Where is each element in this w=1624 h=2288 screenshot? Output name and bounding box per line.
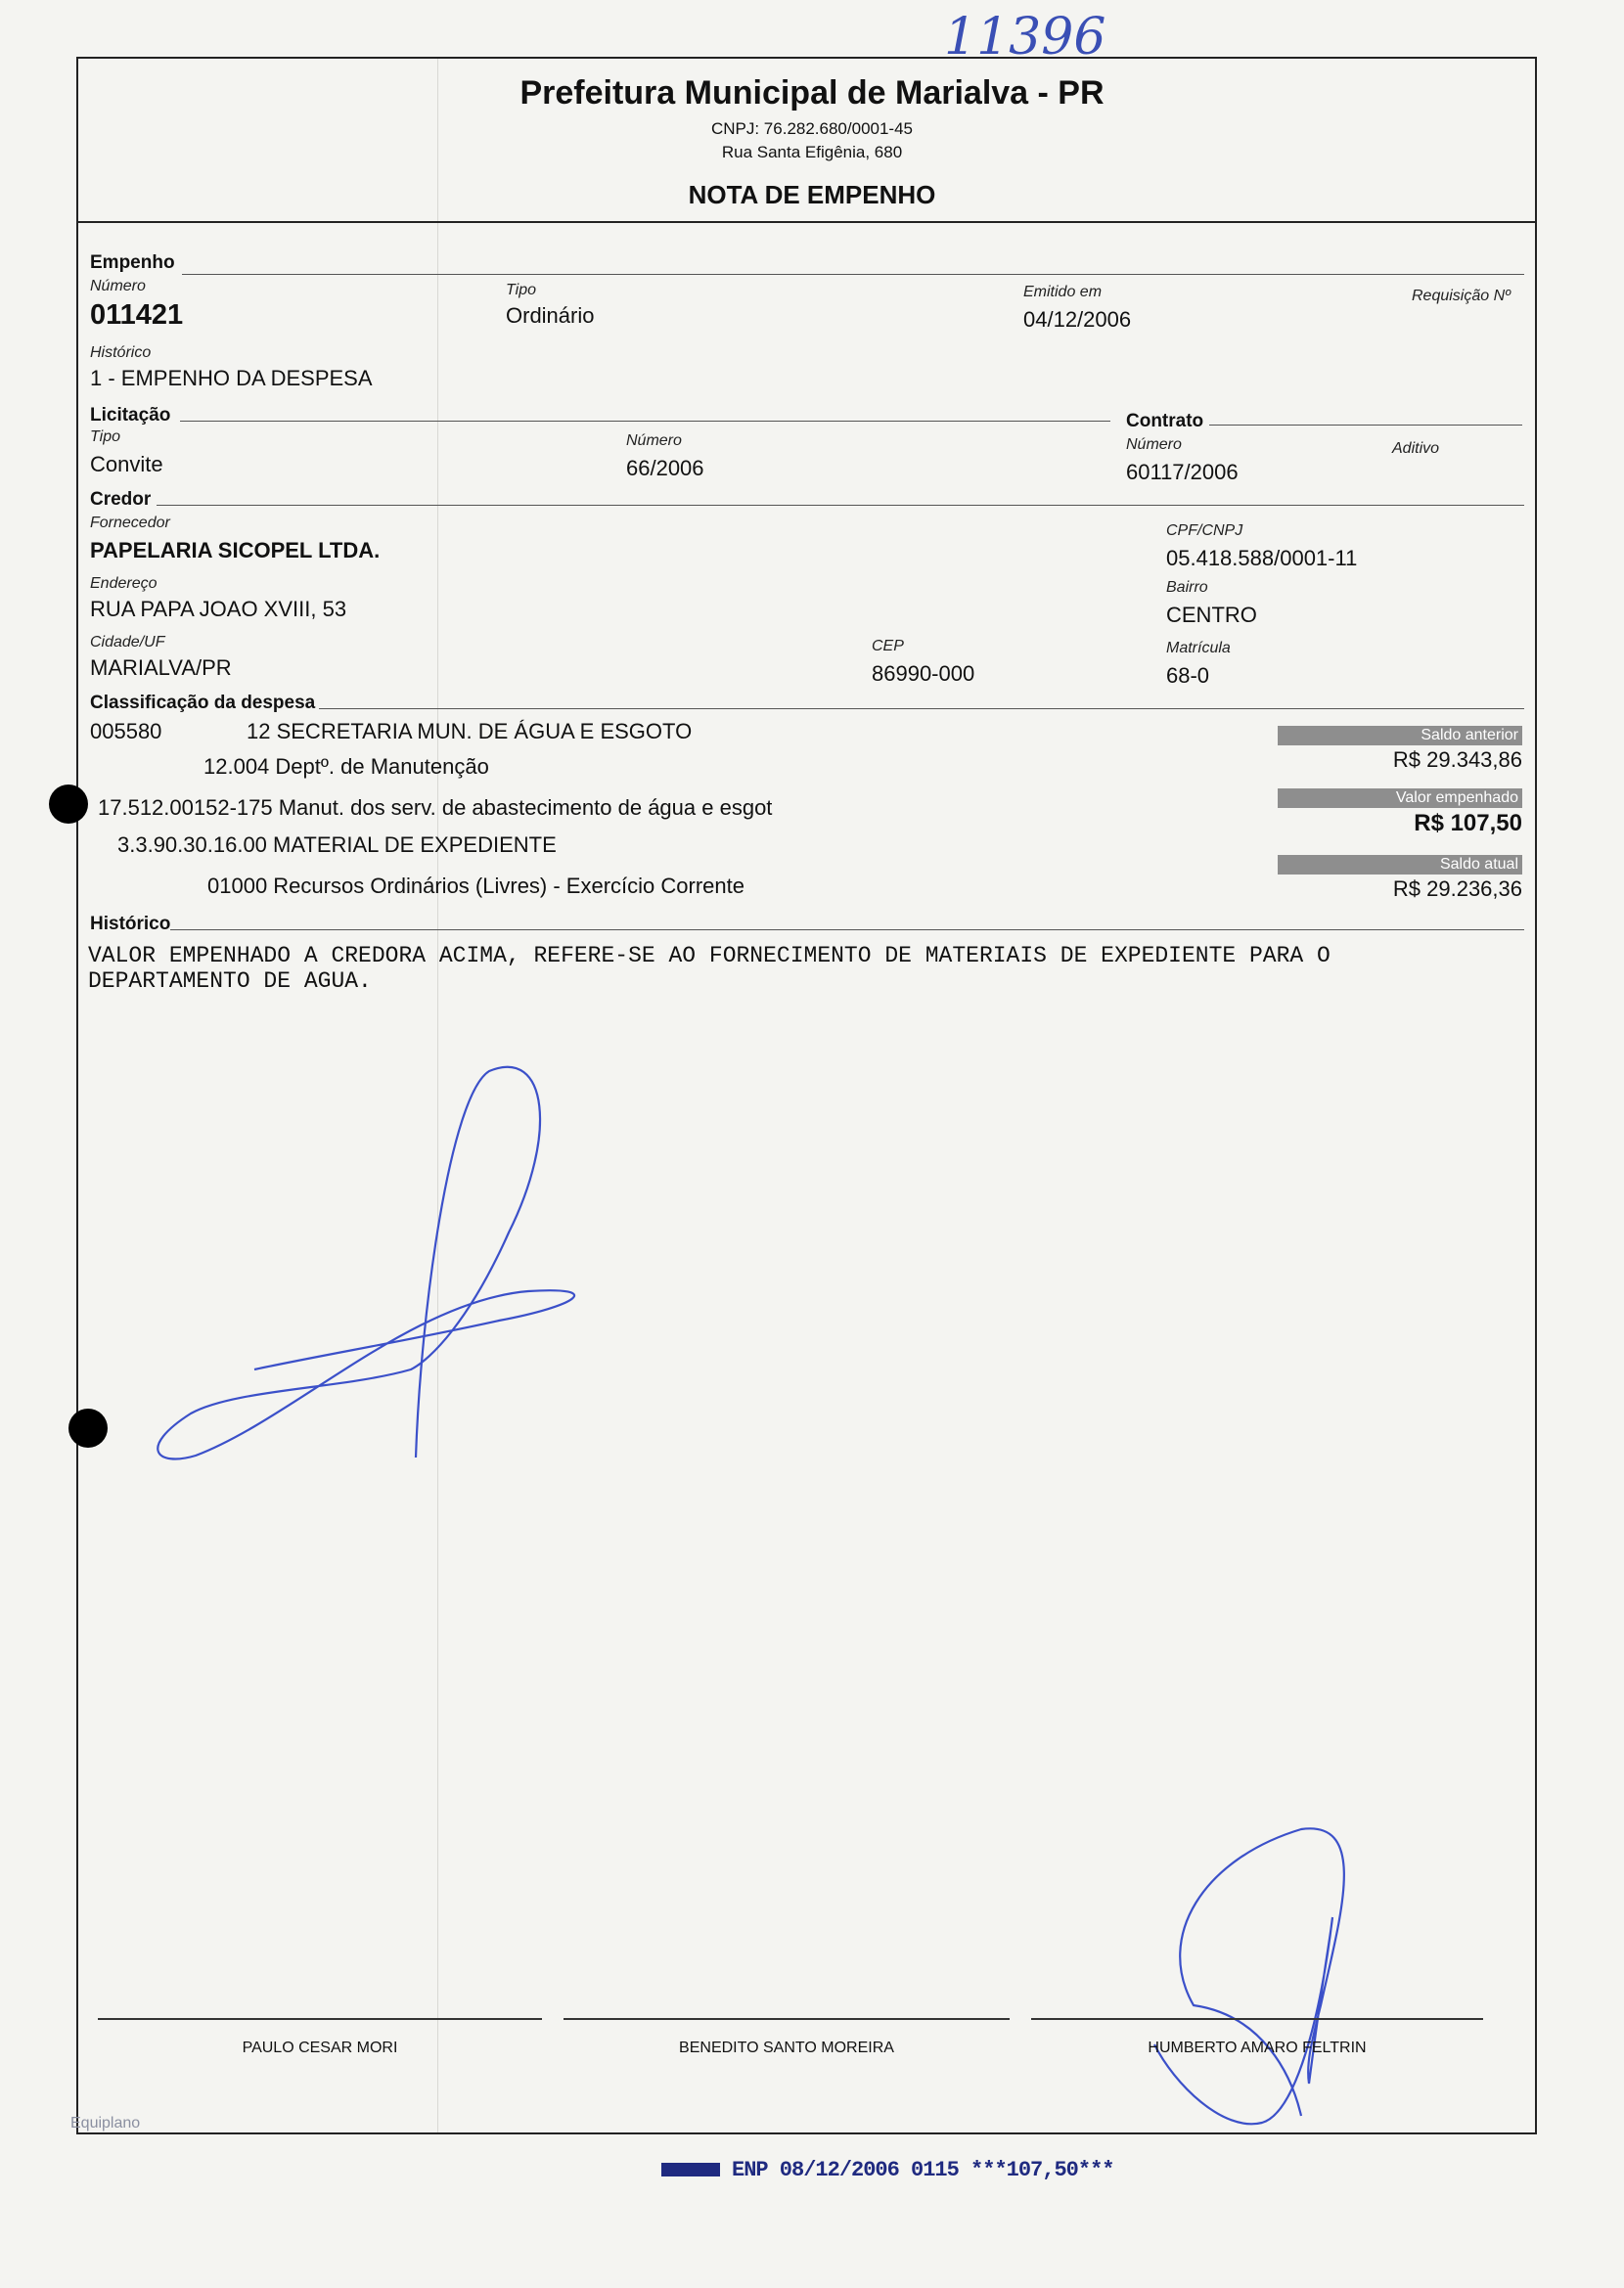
historico-line-1: VALOR EMPENHADO A CREDORA ACIMA, REFERE-SE AO FORNECIMENTO DE MATERIAIS DE EXPEDIENTE PARA O: [88, 943, 1331, 968]
historico-section: Histórico: [90, 914, 171, 934]
endereco-value: RUA PAPA JOAO XVIII, 53: [90, 597, 347, 621]
signature-name-1: PAULO CESAR MORI: [242, 2040, 398, 2056]
handwritten-number: 11396: [944, 8, 1106, 67]
header-cnpj: CNPJ: 76.282.680/0001-45: [710, 119, 914, 138]
fornecedor-label: Fornecedor: [90, 515, 170, 531]
cep-value: 86990-000: [872, 661, 975, 686]
signature-name-3: HUMBERTO AMARO FELTRIN: [1148, 2040, 1367, 2056]
saldo-atual-label: Saldo atual: [1278, 855, 1522, 875]
licitacao-section: Licitação: [90, 405, 171, 426]
historico-line-2: DEPARTAMENTO DE AGUA.: [88, 968, 372, 994]
empenho-numero-label: Número: [90, 278, 146, 294]
cidade-label: Cidade/UF: [90, 634, 165, 651]
bank-stamp: [661, 2158, 1113, 2182]
document-title: NOTA DE EMPENHO: [688, 180, 936, 209]
aditivo-label: Aditivo: [1392, 440, 1440, 457]
matricula-label: Matrícula: [1166, 640, 1231, 656]
stamp-text: ENP 08/12/2006 0115 ***107,50***: [732, 2158, 1114, 2182]
page-title: Prefeitura Municipal de Marialva - PR: [519, 74, 1105, 112]
empenho-section: Empenho: [90, 252, 175, 273]
contrato-numero: 60117/2006: [1126, 460, 1239, 484]
empenho-tipo: Ordinário: [506, 303, 595, 328]
empenho-historico: 1 - EMPENHO DA DESPESA: [90, 366, 373, 390]
fornecedor-name: PAPELARIA SICOPEL LTDA.: [90, 538, 381, 562]
signature-line-2: [564, 2018, 1010, 2020]
signature-line-3: [1031, 2018, 1483, 2020]
classificacao-section: Classificação da despesa: [90, 693, 316, 713]
bairro-label: Bairro: [1166, 579, 1208, 596]
header-address: Rua Santa Efigênia, 680: [721, 143, 903, 161]
cpf-label: CPF/CNPJ: [1166, 522, 1243, 539]
emitido-date: 04/12/2006: [1023, 307, 1132, 332]
licitacao-numero: 66/2006: [626, 456, 704, 480]
stamp-logo-icon: [661, 2163, 720, 2176]
saldo-anterior-label: Saldo anterior: [1278, 726, 1522, 745]
credor-section: Credor: [90, 489, 152, 510]
cpf-value: 05.418.588/0001-11: [1166, 546, 1358, 570]
bairro-value: CENTRO: [1166, 603, 1257, 627]
footer-brand: Equiplano: [70, 2115, 141, 2131]
classificacao-recurso: 01000 Recursos Ordinários (Livres) - Exercício Corrente: [207, 874, 744, 898]
emitido-label: Emitido em: [1023, 284, 1103, 300]
empenho-tipo-label: Tipo: [506, 282, 536, 298]
licitacao-numero-label: Número: [626, 432, 682, 449]
valor-empenhado-label: Valor empenhado: [1278, 788, 1522, 808]
licitacao-tipo: Convite: [90, 452, 163, 476]
empenho-historico-label: Histórico: [90, 344, 152, 361]
empenho-numero: 011421: [90, 299, 184, 331]
classificacao-elemento: 3.3.90.30.16.00 MATERIAL DE EXPEDIENTE: [117, 832, 557, 857]
signature-line-1: [98, 2018, 542, 2020]
contrato-section: Contrato: [1126, 411, 1204, 431]
cep-label: CEP: [872, 638, 904, 654]
classificacao-departamento: 12.004 Deptº. de Manutenção: [203, 754, 489, 779]
licitacao-tipo-label: Tipo: [90, 428, 120, 445]
signature-name-2: BENEDITO SANTO MOREIRA: [679, 2040, 894, 2056]
classificacao-programa: 17.512.00152-175 Manut. dos serv. de abastecimento de água e esgot: [98, 795, 773, 820]
endereco-label: Endereço: [90, 575, 158, 592]
saldo-anterior-value: R$ 29.343,86: [1392, 747, 1522, 772]
requisicao-label: Requisição Nº: [1412, 288, 1511, 304]
contrato-numero-label: Número: [1126, 436, 1182, 453]
cidade-value: MARIALVA/PR: [90, 655, 232, 680]
matricula-value: 68-0: [1166, 663, 1210, 688]
classificacao-code: 005580: [90, 719, 162, 743]
classificacao-secretaria: 12 SECRETARIA MUN. DE ÁGUA E ESGOTO: [247, 719, 693, 743]
valor-empenhado-value: R$ 107,50: [1414, 810, 1522, 836]
saldo-atual-value: R$ 29.236,36: [1392, 876, 1522, 901]
